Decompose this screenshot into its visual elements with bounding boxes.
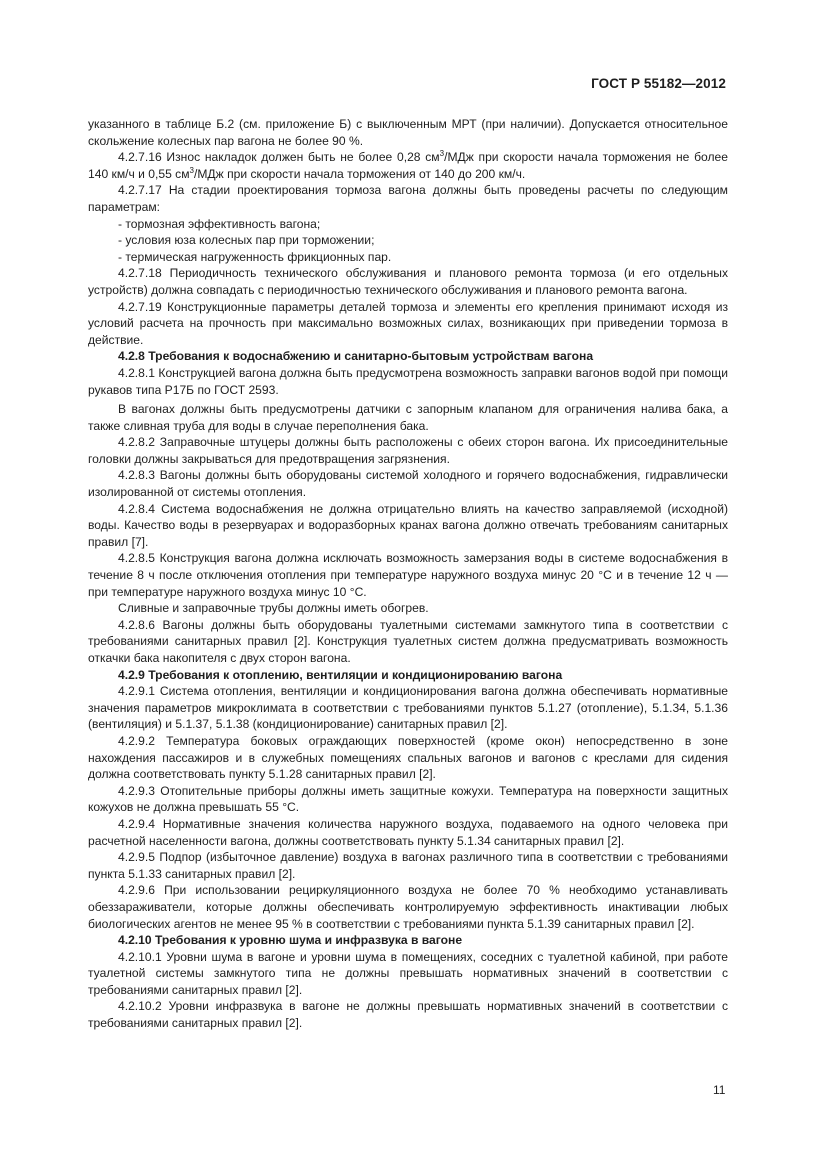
list-item: - условия юза колесных пар при торможении; — [118, 233, 375, 248]
paragraph: 4.2.8.5 Конструкция вагона должна исключать возможность замерзания воды в системе водоснабжения в течение 8 ч после отключения отопления при температуре наружного воздуха минус 20 °С и в течение 12 ч — при температуре наружного воздуха минус 10 °С. — [88, 551, 728, 599]
document-body — [88, 116, 728, 1032]
paragraph: 4.2.9.3 Отопительные приборы должны иметь защитные кожухи. Температура на поверхности защитных кожухов не должна превышать 55 °С. — [88, 783, 728, 815]
paragraph: 4.2.9.5 Подпор (избыточное давление) воздуха в вагонах различного типа в соответствии с требованиями пункта 5.1.33 санитарных правил [2]. — [88, 850, 728, 881]
document-header: ГОСТ Р 55182—2012 — [591, 76, 726, 91]
paragraph: 4.2.9.1 Система отопления, вентиляции и кондиционирования вагона должна обеспечивать нормативные значения параметров микроклимата в соответствии с требованиями пунктов 5.1.27 (отопление), 5.1.34, 5.1.36 (вентиляция) и 5.1.37, 5.1.38 (кондиционирование) санитарных правил [2]. — [88, 684, 728, 732]
paragraph: 4.2.7.16 Износ накладок должен быть не более 0,28 $см^3$/МДж при скорости начала торможения не более 140 км/ч и 0,55 $см^3$/МДж при скорости начала торможения от 140 до 200 км/ч. — [88, 149, 728, 181]
paragraph: 4.2.7.19 Конструкционные параметры деталей тормоза и элементы его крепления принимают исходя из условий расчета на прочность при максимально возможных силах, возникающих при приведении тормоза в действие. — [88, 299, 728, 347]
paragraph: 4.2.9.4 Нормативные значения количества наружного воздуха, подаваемого на одного человека при расчетной населенности вагона, должны соответствовать пункту 5.1.34 санитарных правил [2]. — [88, 816, 728, 848]
paragraph: 4.2.10.1 Уровни шума в вагоне и уровни шума в помещениях, соседних с туалетной кабиной, при работе туалетной системы замкнутого типа не должны превышать нормативных значений в соответствии с требованиями санитарных правил [2]. — [88, 949, 728, 997]
paragraph: 4.2.9.6 При использовании рециркуляционного воздуха не более 70 % необходимо устанавливать обеззараживатели, которые должны обеспечивать контролируемую эффективность инактивации любых биологических агентов не менее 95 % в соответствии с требованиями пункта 5.1.39 санитарных правил [2]. — [88, 883, 728, 931]
paragraph: Сливные и заправочные трубы должны иметь обогрев. — [118, 601, 429, 616]
paragraph: 4.2.8.6 Вагоны должны быть оборудованы туалетными системами замкнутого типа в соответствии с требованиями санитарных правил [2]. Конструкция туалетных систем должна предусматривать возможность откачки бака накопителя с двух сторон вагона. — [88, 617, 728, 665]
page-number: 11 — [713, 1083, 726, 1097]
paragraph: указанного в таблице Б.2 (см. приложение Б) с выключенным МРТ (при наличии). Допускается относительное скольжение колесных пар вагона не более 90 %. — [88, 117, 728, 148]
paragraph: 4.2.8.2 Заправочные штуцеры должны быть расположены с обеих сторон вагона. Их присоединительные головки должны закрываться для предотвращения загрязнения. — [88, 435, 728, 466]
paragraph: 4.2.7.18 Периодичность технического обслуживания и планового ремонта тормоза (и его отдельных устройств) должна совпадать с периодичностью технического обслуживания и планового ремонта вагона. — [88, 266, 728, 297]
paragraph: 4.2.8.1 Конструкцией вагона должна быть предусмотрена возможность заправки вагонов водой при помощи рукавов типа Р17Б по ГОСТ 2593. — [88, 365, 728, 397]
section-heading: 4.2.10 Требования к уровню шума и инфразвука в вагоне — [118, 933, 463, 948]
paragraph: 4.2.7.17 На стадии проектирования тормоза вагона должны быть проведены расчеты по следующим параметрам: — [88, 183, 728, 214]
paragraph: 4.2.8.3 Вагоны должны быть оборудованы системой холодного и горячего водоснабжения, гидравлически изолированной от системы отопления. — [88, 468, 728, 500]
list-item: - тормозная эффективность вагона; — [118, 216, 321, 231]
paragraph: 4.2.8.4 Система водоснабжения не должна отрицательно влиять на качество заправляемой (исходной) воды. Качество воды в резервуарах и водоразборных кранах вагона должно отвечать требованиям санитарных правил [7]. — [88, 501, 728, 549]
paragraph: 4.2.10.2 Уровни инфразвука в вагоне не должны превышать нормативных значений в соответствии с требованиями санитарных правил [2]. — [88, 999, 728, 1031]
paragraph: В вагонах должны быть предусмотрены датчики с запорным клапаном для ограничения налива бака, а также сливная труба для воды в случае переполнения бака. — [88, 402, 728, 433]
section-heading: 4.2.9 Требования к отоплению, вентиляции и кондиционированию вагона — [118, 667, 563, 682]
list-item: - термическая нагруженность фрикционных пар. — [118, 249, 392, 264]
paragraph: 4.2.9.2 Температура боковых ограждающих поверхностей (кроме окон) непосредственно в зоне нахождения пассажиров и в служебных помещениях спальных вагонов и вагонов с креслами для сидения должна соответствовать пункту 5.1.28 санитарных правил [2]. — [88, 733, 728, 782]
section-heading: 4.2.8 Требования к водоснабжению и санитарно-бытовым устройствам вагона — [118, 349, 594, 364]
